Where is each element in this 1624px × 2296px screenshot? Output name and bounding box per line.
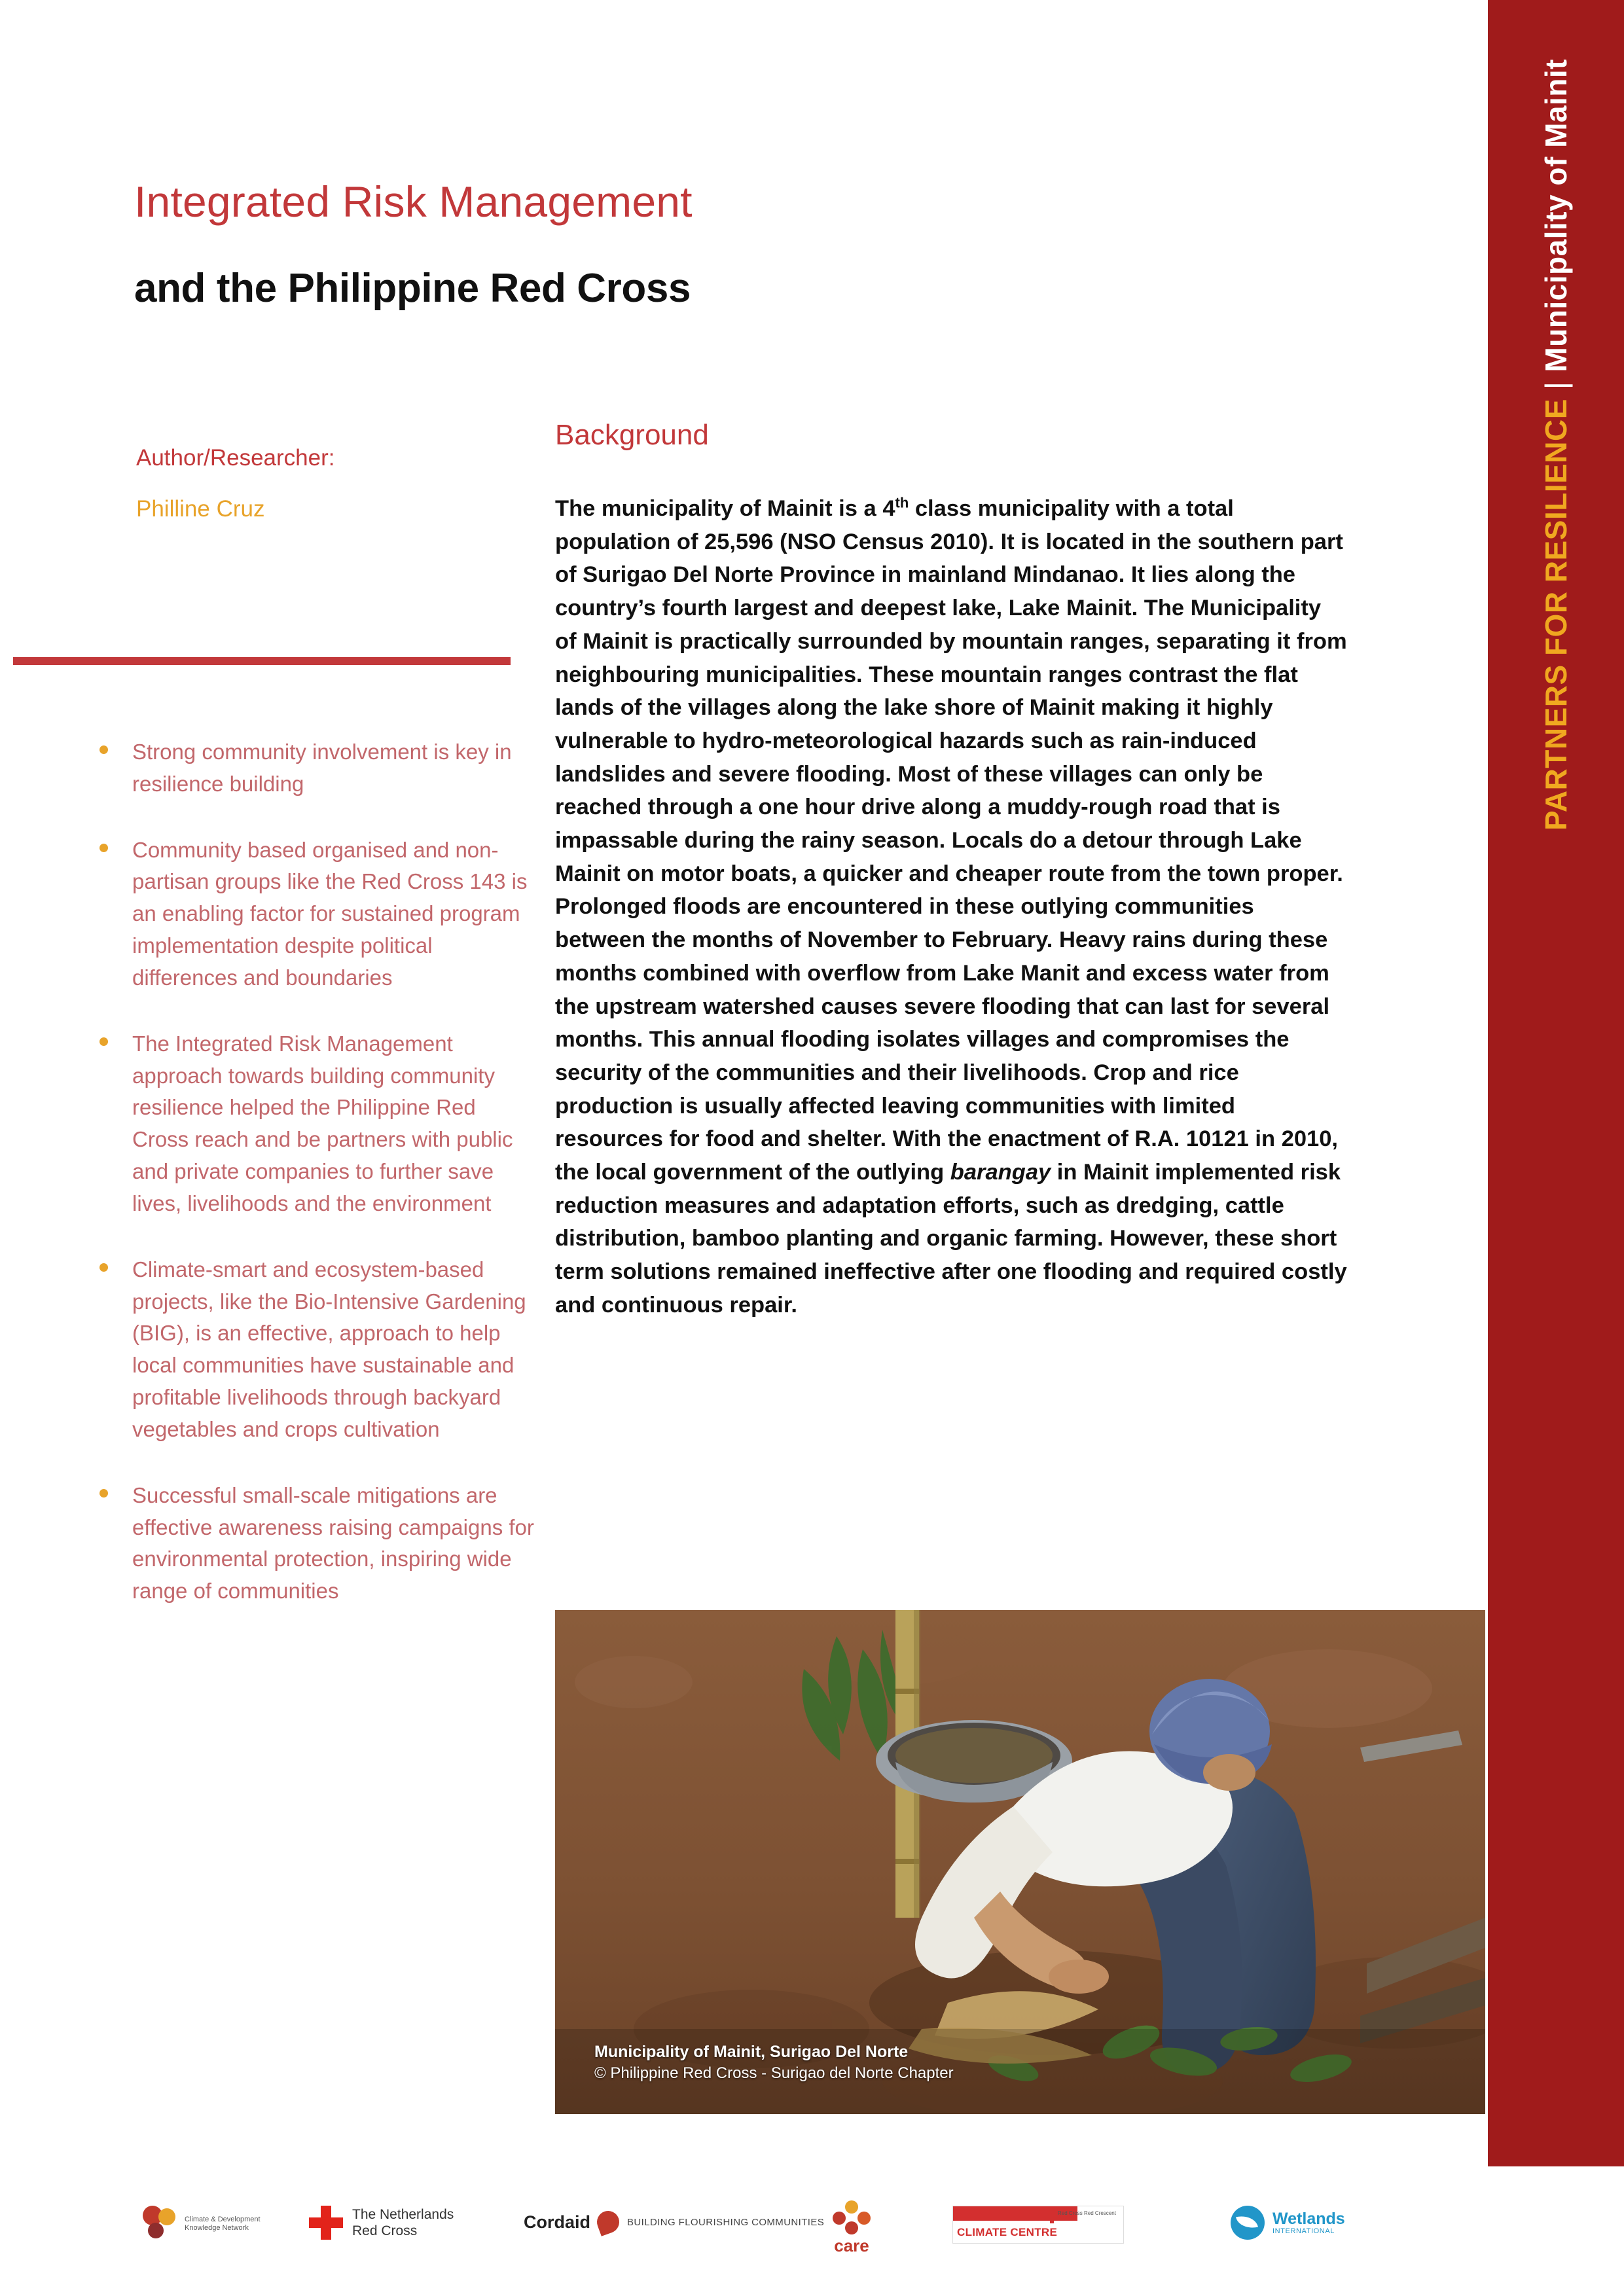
footer-logo-strip [0,2173,1488,2296]
climate-centre-mark [952,2206,1124,2244]
care-wordmark: care [834,2236,869,2255]
red-cross-small-icon [1046,2212,1058,2223]
list-item [92,736,537,800]
body-paragraph [555,492,1347,1322]
banner-series-label: PARTNERS FOR RESILIENCE [1539,399,1573,831]
cordaid-swoosh-icon [594,2208,623,2236]
photo-caption [594,2043,954,2083]
nrc-line1: The Netherlands [352,2206,454,2222]
red-cross-icon [308,2204,344,2241]
right-sidebar-text [1488,0,1624,2166]
wetlands-mark-icon [1231,2206,1265,2240]
body-text-part-2: class municipality with a total population of 25,596 (NSO Census 2010). It is located in the southern part of Surigao Del Norte Province in mainland Mindanao. It lies along the country’s fourth largest and deepest lake, Lake Mainit. The Municipality of Mainit is practically surrounded by mountain ranges, separating it from neighbouring municipalities. These mountain ranges contrast the flat lands of the villages along the lake shore of Mainit making it highly vulnerable to hydro-meteorological hazards such as rain-induced landslides and severe flooding. Most of these villages can only be reached through a one hour drive along a muddy-rough road that is impassable during the rainy season. Locals do a detour through Lake Mainit on motor boats, a quicker and cheaper route from the town proper. Prolonged floods are encountered in these outlying communities between the months of November to February. Heavy rains during these months combined with overflow from Lake Manit and excess water from the upstream watershed causes severe flooding that can last for several months. This annual flooding isolates villages and compromises the security of the communities and their livelihoods. Crop and rice production is usually affected leaving communities with limited resources for food and shelter. With the enactment of R.A. 10121 in 2010, the local government of the outlying [555,496,1347,1185]
wetlands-label [1272,2210,1345,2235]
cordaid-wordmark: Cordaid [524,2212,591,2232]
wetlands-line2: INTERNATIONAL [1272,2227,1335,2236]
author-label: Author/Researcher: [136,445,335,471]
banner-location-label: Municipality of Mainit [1539,59,1573,372]
ordinal-suffix: th [895,494,909,511]
bullet-dot-icon [99,844,108,852]
page-title: Integrated Risk Management [134,177,693,226]
page-subtitle: and the Philippine Red Cross [134,266,691,311]
bullet-dot-icon [99,1037,108,1046]
bullet-dot-icon [99,1263,108,1272]
list-item [92,834,537,994]
wetlands-line1: Wetlands [1272,2209,1345,2228]
nrc-line2: Red Cross [352,2223,418,2238]
netherlands-red-cross-label [352,2206,454,2239]
cordaid-tagline: BUILDING FLOURISHING COMMUNITIES [627,2216,825,2228]
photo-figure [555,1610,1485,2114]
logo-climate-centre [952,2206,1124,2244]
logo-cordaid [524,2211,824,2233]
list-item-text: Climate-smart and ecosystem-based projects, like the Bio-Intensive Gardening (BIG), is an effective, approach to help local communities have sustainable and profitable livelihoods through backyard vegetables and crops cultivation [132,1257,526,1441]
list-item [92,1254,537,1446]
cdkn-mark-icon [143,2206,179,2242]
list-item-text: Community based organised and non-partisan groups like the Red Cross 143 is an enabling factor for sustained program implementation despite political differences and boundaries [132,837,528,990]
author-name: Philline Cruz [136,496,265,522]
photo-illustration [555,1610,1485,2114]
banner-separator: | [1539,381,1573,390]
logo-care [833,2200,871,2256]
photo-caption-title: Municipality of Mainit, Surigao Del Norte [594,2043,909,2061]
cdkn-label: Climate & Development Knowledge Network [185,2215,261,2232]
body-text-italic: barangay [950,1160,1051,1185]
list-item [92,1480,537,1607]
logo-netherlands-red-cross [308,2204,454,2241]
list-item-text: The Integrated Risk Management approach towards building community resilience helped the Philippine Red Cross reach and be partners with public and private companies to further save lives, livelihoods and the environment [132,1031,513,1215]
list-item [92,1028,537,1220]
right-sidebar-banner [1488,0,1624,2166]
climate-centre-note: Red Cross Red Crescent [1058,2210,1116,2216]
logo-wetlands-international [1231,2206,1345,2240]
bullet-dot-icon [99,1489,108,1498]
care-mark-icon [833,2200,871,2234]
bullet-dot-icon [99,745,108,754]
photo-caption-credit: © Philippine Red Cross - Surigao del Norte Chapter [594,2064,954,2082]
key-findings-list [92,736,537,1641]
body-text-part-3: in Mainit implemented risk reduction measures and adaptation efforts, such as dredging, cattle distribution, bamboo planting and organic farming. However, these short term solutions remained ineffective after one flooding and required costly and continuous repair. [555,1160,1347,1318]
list-item-text: Strong community involvement is key in resilience building [132,740,512,796]
section-heading: Background [555,419,709,451]
climate-centre-wordmark: CLIMATE CENTRE [957,2226,1058,2238]
list-item-text: Successful small-scale mitigations are effective awareness raising campaigns for environmental protection, inspiring wide range of communities [132,1482,534,1604]
body-text-part-1: The municipality of Mainit is a 4 [555,496,895,521]
logo-cdkn [143,2206,263,2242]
horizontal-divider [13,657,511,665]
